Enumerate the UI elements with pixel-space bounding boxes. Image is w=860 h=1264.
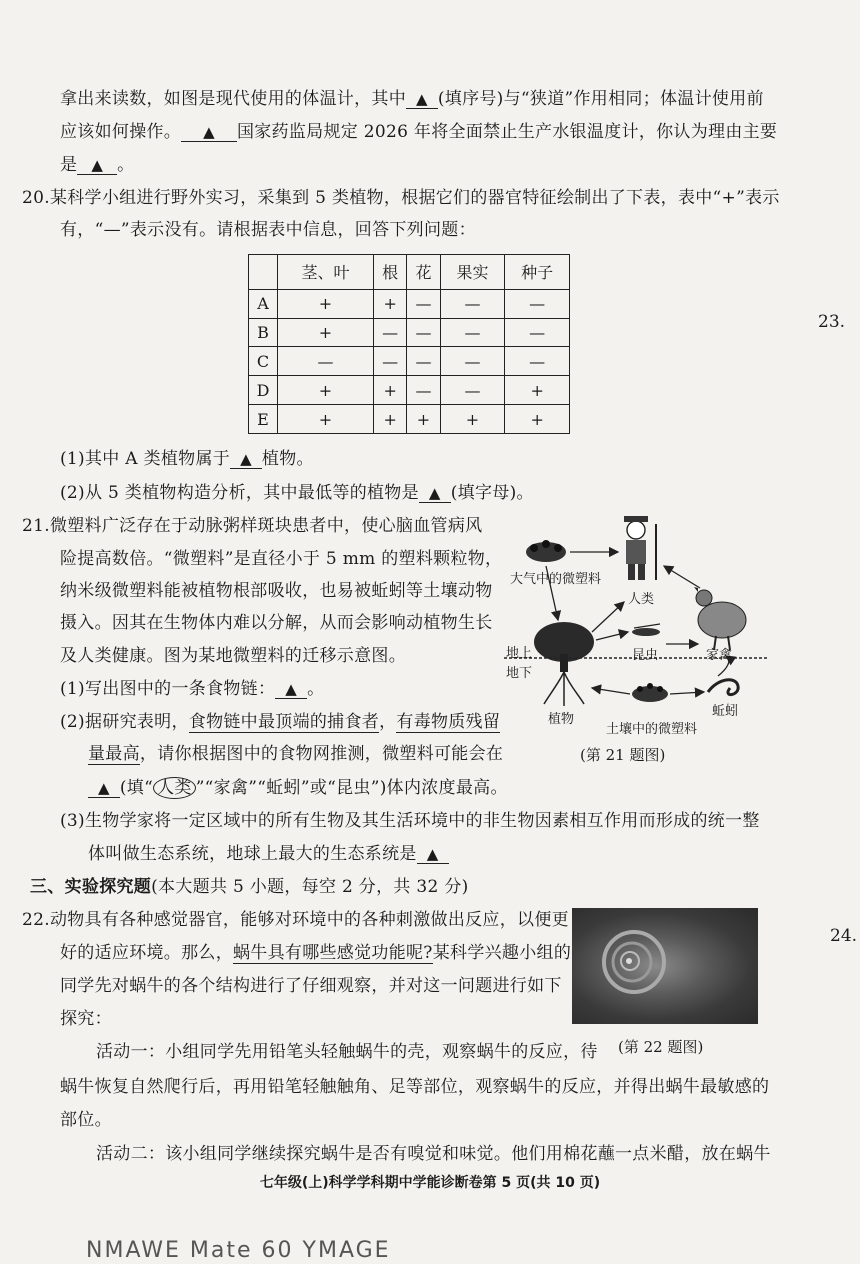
table-cell: — — [278, 347, 374, 376]
table-cell: — — [374, 318, 407, 347]
table-cell: + — [440, 405, 505, 434]
underlined-text: 食物链中最顶端的捕食者 — [188, 712, 380, 732]
label-soil-microplastic: 土壤中的微塑料 — [606, 722, 698, 737]
table-cell: + — [505, 405, 570, 434]
answer-blank — [419, 484, 451, 503]
q20-sub-2 — [60, 482, 534, 504]
table-cell: E — [249, 405, 278, 434]
question-number: 21. — [22, 516, 50, 536]
q21-text: 微塑料广泛存在于动脉粥样斑块患者中，使心脑血管病风 — [49, 516, 483, 536]
q20-text: (2)从 5 类植物构造分析，其中最低等的植物是 — [60, 483, 419, 503]
label-insect: 昆虫 — [632, 648, 659, 663]
soil-microplastic-icon — [632, 683, 668, 702]
q20-text: 植物。 — [261, 449, 314, 469]
answer-blank — [275, 680, 307, 699]
table-cell: — — [440, 318, 505, 347]
q21-sub-3a — [60, 810, 760, 832]
q22-text: 蜗牛恢复自然爬行后，再用铅笔轻触触角、足等部位，观察蜗牛的反应，并得出蜗牛最敏感的 — [60, 1077, 770, 1097]
label-below-ground: 地下 — [506, 666, 533, 681]
label-above-ground: 地上 — [506, 646, 533, 661]
table-cell: + — [505, 376, 570, 405]
q19-text: 。 — [117, 155, 135, 175]
q21-p1 — [22, 515, 482, 537]
answer-blank — [181, 123, 237, 142]
q22-p4 — [60, 1008, 112, 1030]
label-poultry: 家禽 — [706, 648, 733, 663]
q21-sub-2a — [60, 711, 500, 733]
table-header-cell: 果实 — [440, 255, 505, 290]
table-cell: — — [407, 376, 440, 405]
triangle-icon: ▲ — [203, 123, 215, 141]
section-note: (本大题共 5 小题，每空 2 分，共 32 分) — [151, 877, 469, 897]
q21-text: 体叫做生态系统，地球上最大的生态系统是 — [88, 844, 417, 864]
section-heading — [30, 876, 469, 898]
table-row — [249, 376, 570, 405]
table-cell: — — [440, 347, 505, 376]
label-plant: 植物 — [548, 712, 575, 727]
triangle-icon: ▲ — [91, 156, 104, 174]
q22-text: 好的适应环境。那么， — [60, 943, 233, 963]
q21-p2 — [60, 548, 502, 570]
table-header-cell: 茎、叶 — [278, 255, 374, 290]
table-row — [249, 289, 570, 318]
figure-caption-22: (第 22 题图) — [618, 1038, 704, 1056]
table-cell: + — [374, 405, 407, 434]
circled-text: 人类 — [153, 777, 196, 799]
snail-photo — [572, 908, 758, 1024]
q22-text: 部位。 — [60, 1110, 112, 1130]
table-cell: + — [278, 318, 374, 347]
table-cell: + — [278, 405, 374, 434]
section-title: 三、实验探究题 — [30, 877, 152, 897]
table-cell: — — [440, 289, 505, 318]
q22-text: 动物具有各种感觉器官，能够对环境中的各种刺激做出反应，以便更 — [49, 910, 569, 930]
q21-p4 — [60, 612, 493, 634]
q21-text: 及人类健康。图为某地微塑料的迁移示意图。 — [60, 646, 406, 666]
table-header-cell: 种子 — [505, 255, 570, 290]
q22-text: 探究： — [60, 1009, 112, 1029]
earthworm-icon — [708, 680, 738, 695]
side-question-number: 23. — [818, 312, 846, 332]
table-cell: + — [407, 405, 440, 434]
q21-text: 险提高数倍。“微塑料”是直径小于 5 mm 的塑料颗粒物， — [60, 549, 503, 569]
table-row — [249, 318, 570, 347]
q22-p3 — [60, 975, 562, 997]
q22-p2 — [60, 942, 571, 964]
snail-shell-icon — [572, 908, 758, 1024]
plant-organ-table — [248, 254, 570, 434]
table-cell: — — [505, 289, 570, 318]
air-microplastic-icon — [526, 540, 566, 562]
q21-text: 摄入。因其在生物体内难以分解，从而会影响动植物生长 — [60, 613, 493, 633]
underlined-text: 蜗牛具有哪些感觉功能呢? — [233, 943, 433, 963]
answer-blank — [77, 156, 117, 175]
q20-intro-1 — [22, 187, 780, 209]
table-row — [249, 405, 570, 434]
triangle-icon: ▲ — [285, 680, 298, 698]
insect-icon — [632, 624, 660, 636]
q22-p1 — [22, 909, 569, 931]
underlined-text: 有毒物质残留 — [396, 712, 501, 732]
q22-act2-1 — [96, 1143, 771, 1165]
answer-blank — [230, 450, 262, 469]
q21-text: (1)写出图中的一条食物链： — [60, 679, 276, 699]
q21-text: 。 — [307, 679, 325, 699]
table-cell: C — [249, 347, 278, 376]
q21-sub-3b — [88, 843, 449, 865]
question-number: 22. — [22, 910, 50, 930]
q21-p5 — [60, 645, 406, 667]
label-air-microplastic: 大气中的微塑料 — [510, 572, 602, 587]
triangle-icon: ▲ — [428, 484, 441, 502]
answer-blank — [88, 779, 120, 798]
q21-text: 纳米级微塑料能被植物根部吸收，也易被蚯蚓等土壤动物 — [60, 581, 493, 601]
q22-text: 活动一：小组同学先用铅笔头轻触蜗牛的壳，观察蜗牛的反应，待 — [96, 1042, 598, 1062]
q19-text: 应该如何操作。 — [60, 122, 182, 142]
label-human: 人类 — [628, 592, 655, 607]
q20-text: (1)其中 A 类植物属于 — [60, 449, 231, 469]
q22-text: 某科学兴趣小组的 — [432, 943, 572, 963]
table-cell: — — [407, 347, 440, 376]
table-header-cell — [249, 255, 278, 290]
q19-line-3 — [60, 154, 134, 176]
q21-text: (2)据研究表明， — [60, 712, 189, 732]
q20-text: (填字母)。 — [450, 483, 534, 503]
q21-p3 — [60, 580, 493, 602]
page-footer: 七年级(上)科学学科期中学能诊断卷第 5 页(共 10 页) — [259, 1175, 601, 1191]
table-header-cell: 根 — [374, 255, 407, 290]
q21-sub-1 — [60, 678, 324, 700]
table-cell: — — [440, 376, 505, 405]
table-row — [249, 347, 570, 376]
q19-line-2 — [60, 121, 777, 143]
q19-text: 国家药监局规定 2026 年将全面禁止生产水银温度计，你认为理由主要 — [236, 122, 778, 142]
q19-line-1 — [60, 88, 764, 110]
table-cell: — — [407, 289, 440, 318]
q21-text: ”“家禽”“蚯蚓”或“昆虫”)体内浓度最高。 — [195, 778, 508, 798]
q22-text: 活动二：该小组同学继续探究蜗牛是否有嗅觉和味觉。他们用棉花蘸一点米醋，放在蜗牛 — [96, 1144, 771, 1164]
hen-icon — [694, 587, 746, 650]
table-cell: — — [407, 318, 440, 347]
q21-text: (3)生物学家将一定区域中的所有生物及其生活环境中的非生物因素相互作用而形成的统一整 — [60, 811, 760, 831]
q22-text: 同学先对蜗牛的各个结构进行了仔细观察，并对这一问题进行如下 — [60, 976, 562, 996]
triangle-icon: ▲ — [416, 90, 428, 108]
underlined-text: 量最高 — [88, 744, 140, 764]
triangle-icon: ▲ — [98, 779, 110, 797]
q19-text: 是 — [60, 155, 78, 175]
farmer-icon — [624, 516, 656, 580]
table-cell: — — [505, 347, 570, 376]
table-cell: + — [278, 376, 374, 405]
table-cell: + — [374, 376, 407, 405]
q19-text: 拿出来读数，如图是现代使用的体温计，其中 — [60, 89, 406, 109]
triangle-icon: ▲ — [240, 450, 252, 468]
table-cell: — — [505, 318, 570, 347]
triangle-icon: ▲ — [426, 845, 439, 863]
table-cell: D — [249, 376, 278, 405]
side-question-number: 24. — [830, 926, 858, 946]
q20-text: 某科学小组进行野外实习，采集到 5 类植物，根据它们的器官特征绘制出了下表，表中“+”表示 — [49, 188, 780, 208]
q21-text: ， — [379, 712, 397, 732]
table-header-cell: 花 — [407, 255, 440, 290]
table-cell: + — [374, 289, 407, 318]
q20-intro-2 — [60, 219, 476, 241]
q21-sub-2b — [88, 743, 503, 765]
table-cell: + — [278, 289, 374, 318]
q22-act1-2 — [60, 1076, 769, 1098]
question-number: 20. — [22, 188, 50, 208]
q20-sub-1 — [60, 448, 314, 470]
q21-text: ，请你根据图中的食物网推测，微塑料可能会在 — [139, 744, 504, 764]
q22-act1-1 — [96, 1041, 598, 1063]
q21-sub-2c — [88, 777, 508, 799]
table-cell: A — [249, 289, 278, 318]
answer-blank — [406, 90, 438, 109]
table-cell: — — [374, 347, 407, 376]
answer-blank — [417, 845, 449, 864]
tree-icon — [534, 622, 594, 706]
bottom-watermark: NMAWE Mate 60 YMAGE — [86, 1238, 391, 1263]
table-header-row — [249, 255, 570, 290]
q20-text: 有，“—”表示没有。请根据表中信息，回答下列问题： — [60, 220, 476, 240]
figure-caption-21: (第 21 题图) — [580, 746, 666, 764]
table-cell: B — [249, 318, 278, 347]
label-earthworm: 蚯蚓 — [712, 704, 739, 719]
q21-text: (填“ — [119, 778, 154, 798]
q19-text: (填序号)与“狭道”作用相同；体温计使用前 — [437, 89, 764, 109]
q22-act1-3 — [60, 1109, 112, 1131]
